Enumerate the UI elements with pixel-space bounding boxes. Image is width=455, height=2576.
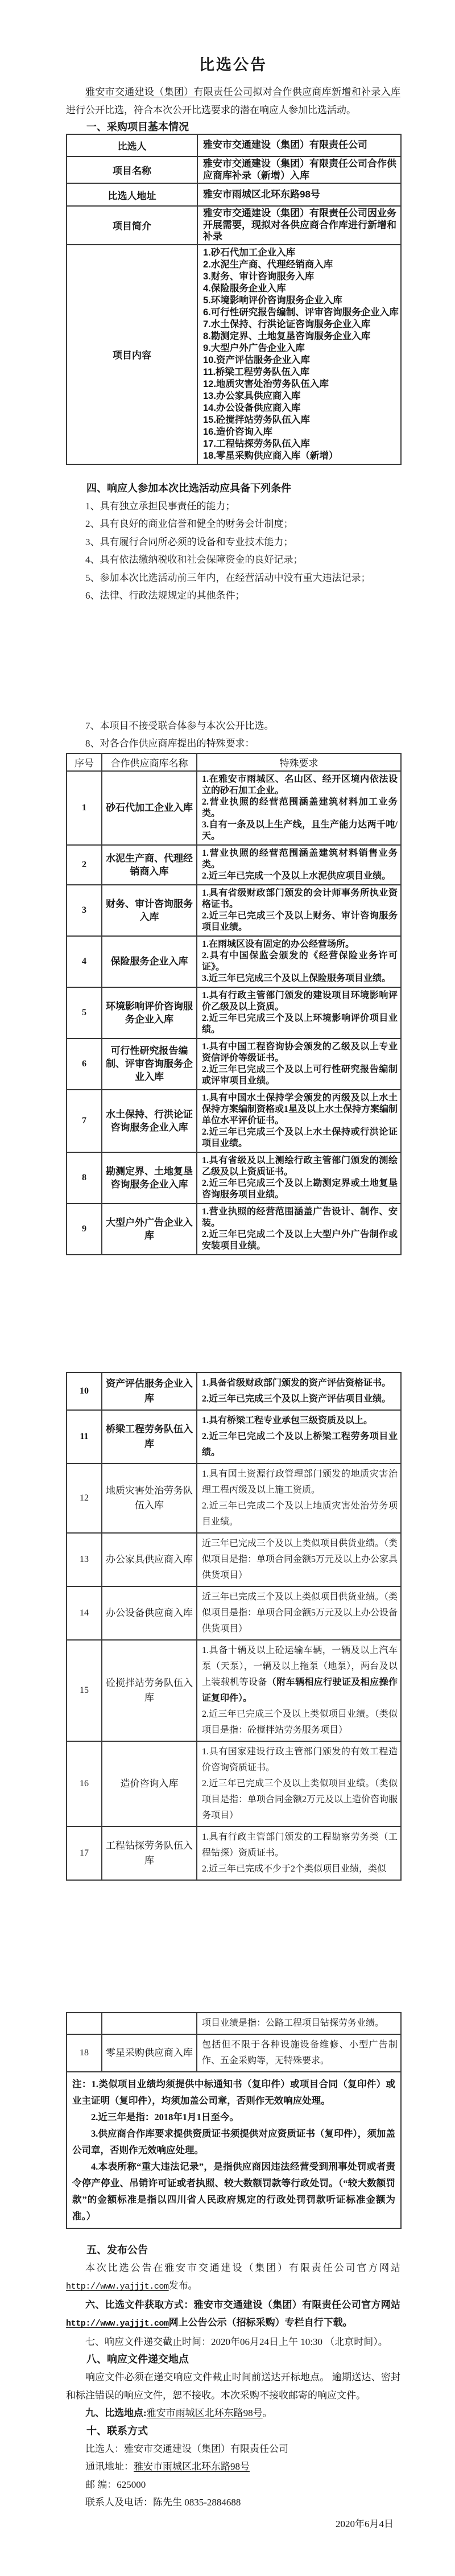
project-content-item: 16.造价咨询入库 <box>203 426 272 437</box>
project-content-item: 13.办公家具供应商入库 <box>203 390 301 401</box>
text-segment: 1.具有行政主管部门颁发的建设项目环境影响评价乙级及以上资质。 <box>202 990 398 1012</box>
text-segment: 1.具有省级财政部门颁发的会计师事务所执业资格证书。 <box>202 888 398 909</box>
supplier-category-row <box>67 1410 401 1464</box>
table-row <box>67 134 401 156</box>
requirement-paragraph <box>202 1375 398 1391</box>
text-segment: 拟对 <box>253 86 273 97</box>
requirement-paragraph <box>202 1466 398 1498</box>
requirement-cell <box>197 2034 401 2072</box>
text-segment: 2.近三年已完成一个及以上水泥供应项目业绩。 <box>202 871 391 881</box>
text-segment: 1.具备省级财政部门颁发的资产评估资格证书。 <box>202 1378 391 1388</box>
requirement-cell <box>197 1410 401 1464</box>
supplier-bank-name-cell: 桥梁工程劳务队伍入库 <box>102 1410 197 1464</box>
supplier-category-row <box>67 845 401 885</box>
requirement-cell <box>197 1533 401 1586</box>
seq-cell: 7 <box>67 1090 102 1152</box>
info-label: 项目内容 <box>67 245 197 464</box>
seq-cell: 17 <box>67 1827 102 1880</box>
requirement-cell <box>197 1741 401 1827</box>
special-requirements-table-page2 <box>66 1372 402 1881</box>
seq-cell: 12 <box>67 1464 102 1533</box>
project-content-item: 12.地质灾害处治劳务队伍入库 <box>203 378 329 389</box>
basic-info-table <box>66 134 402 465</box>
project-content-item: 6.可行性研究报告编制、评审咨询服务企业入库 <box>203 307 399 318</box>
text-segment: 2.营业执照的经营范围涵盖建筑材料加工业务类。 <box>202 797 398 818</box>
requirement-cell <box>197 987 401 1038</box>
requirement-paragraph <box>202 2037 398 2069</box>
seq-cell: 18 <box>67 2034 102 2072</box>
requirement-paragraph <box>202 1206 398 1229</box>
condition-item: 5、参加本次比选活动前三年内，在经营活动中没有重大违法记录； <box>85 572 371 583</box>
text-segment: 2.近三年已完成三个及以上可行性研究报告编制或评审项目业绩。 <box>202 1064 398 1086</box>
condition-item: 3、具有履行合同所必须的设备和专业技术能力； <box>85 536 293 547</box>
text-segment: 项目业绩是指：公路工程项目钻探劳务业绩。 <box>202 2018 384 2028</box>
requirement-cell <box>197 771 401 845</box>
requirement-paragraph <box>202 1829 398 1861</box>
supplier-bank-name-cell: 大型户外广告企业入库 <box>102 1203 197 1255</box>
requirement-paragraph <box>202 797 398 819</box>
note-paragraph: 2.近三年是指：2018年1月1日至今。 <box>91 2111 239 2122</box>
column-header-seq: 序号 <box>67 753 102 771</box>
note-paragraph: 4.本表所称“重大违法记录”，是指供应商因违法经营受到刑事处罚或者责令停产停业、吊销许可证或者执照、较大数额罚款等行政处罚。（“较大数额罚款”的金额标准是指以四川省人民政府规定的行政处罚罚款听证标准金额为准。） <box>72 2161 395 2221</box>
page-gap <box>66 1255 400 1372</box>
seq-cell: 1 <box>67 771 102 845</box>
requirement-paragraph <box>202 1498 398 1530</box>
requirement-cell <box>197 936 401 987</box>
page-gap <box>66 1881 400 2012</box>
body-paragraph <box>66 2476 400 2494</box>
requirement-paragraph <box>202 1589 398 1637</box>
supplier-bank-name-cell: 可行性研究报告编制、评审咨询服务企业入库 <box>102 1038 197 1090</box>
requirement-paragraph <box>202 1178 398 1201</box>
supplier-category-row <box>67 1827 401 1880</box>
text-segment: 雅安市雨城区北环东路98号 <box>146 2408 263 2418</box>
requirement-paragraph <box>202 1744 398 1776</box>
text-segment: 2.近三年已完成三个及以上勘测定界或土地复垦咨询服务项目业绩。 <box>202 1178 398 1200</box>
project-content-item: 7.水土保持、行洪论证咨询服务企业入库 <box>203 319 371 329</box>
website-link[interactable]: http://www.yajjjt.com <box>66 2319 169 2328</box>
requirement-cell <box>197 1827 401 1880</box>
requirement-cell <box>197 1586 401 1640</box>
supplier-category-row <box>67 1586 401 1640</box>
supplier-bank-name-cell: 办公家具供应商入库 <box>102 1533 197 1586</box>
text-segment: 雅安市雨城区北环东路98号 <box>134 2461 250 2472</box>
text-segment: 1.具有行政主管部门颁发的工程勘察劳务类（工程钻探）资质证书。 <box>202 1832 398 1858</box>
supplier-category-row <box>67 936 401 987</box>
supplier-category-row <box>67 1373 401 1410</box>
seq-cell: 11 <box>67 1410 102 1464</box>
section-heading: 十、联系方式 <box>86 2425 148 2437</box>
supplier-bank-name-cell: 办公设备供应商入库 <box>102 1586 197 1640</box>
note-cell <box>67 2072 401 2228</box>
note-paragraph: 注：1.类似项目业绩均须提供中标通知书（复印件）或项目合同（复印件）或业主证明（复印件），均须加盖公司章，否则作无效响应处理。 <box>72 2078 395 2106</box>
supplier-bank-name-cell: 造价咨询入库 <box>102 1741 197 1827</box>
seq-cell: 8 <box>67 1152 102 1203</box>
requirement-cell <box>197 885 401 936</box>
requirement-paragraph <box>202 1861 398 1877</box>
text-segment: 2.近三年已完成二个及以上桥梁工程劳务项目业绩。 <box>202 1431 398 1457</box>
text-segment: 1.具有桥梁工程专业承包三级资质及以上。 <box>202 1415 373 1425</box>
text-segment: 1.在雅安市雨城区、名山区、经开区境内依法设立的砂石加工企业。 <box>202 774 398 796</box>
requirement-paragraph <box>202 848 398 871</box>
table-row <box>67 156 401 183</box>
requirement-cell <box>197 1152 401 1203</box>
supplier-bank-name-cell: 财务、审计咨询服务入库 <box>102 885 197 936</box>
requirement-paragraph <box>202 1391 398 1407</box>
seq-cell: 13 <box>67 1533 102 1586</box>
table-header-row <box>67 753 401 771</box>
project-content-list <box>197 245 401 464</box>
text-segment: 。 <box>262 2408 272 2418</box>
text-segment: 发布。 <box>168 2280 198 2291</box>
seq-cell: 6 <box>67 1038 102 1090</box>
condition-item: 1、具有独立承担民事责任的能力； <box>85 500 235 512</box>
project-content-item: 18.零星采购供应商入库（新增） <box>203 450 338 461</box>
section4-heading: 四、响应人参加本次比选活动应具备下列条件 <box>86 482 291 494</box>
text-segment: 1.营业执照的经营范围涵盖建筑材料销售业务类。 <box>202 848 398 869</box>
text-segment: 网上公告公示（招标采购）专栏自行下载。 <box>168 2317 353 2328</box>
supplier-bank-name-cell: 水土保持、行洪论证咨询服务企业入库 <box>102 1090 197 1152</box>
text-segment: 1.在雨城区设有固定的办公经营场所。 <box>202 939 355 949</box>
supplier-bank-name-cell <box>102 2013 197 2034</box>
column-header-req: 特殊要求 <box>197 753 401 771</box>
requirement-paragraph <box>202 1229 398 1252</box>
body-paragraph <box>66 2368 400 2404</box>
text-segment: 邮 编：625000 <box>85 2479 146 2490</box>
website-link[interactable]: http://www.yajjjt.com <box>66 2282 169 2291</box>
text-segment: 3.自有一条及以上生产线，且生产能力达两千吨/天。 <box>202 819 398 841</box>
requirement-paragraph <box>202 1643 398 1707</box>
body-paragraph <box>66 2458 400 2476</box>
supplier-category-row <box>67 2034 401 2072</box>
supplier-category-row <box>67 1203 401 1255</box>
text-segment: 进行公开比选，符合本次公开比选要求的潜在响应人参加比选活动。 <box>66 104 356 116</box>
project-content-item: 2.水泥生产商、代理经销商入库 <box>203 259 333 270</box>
supplier-bank-name-cell: 环境影响评价咨询服务企业入库 <box>102 987 197 1038</box>
supplier-bank-name-cell: 砂石代加工企业入库 <box>102 771 197 845</box>
text-segment: 六、比选文件获取方式：雅安市交通建设（集团）有限责任公司官方网站 <box>85 2299 400 2310</box>
requirement-cell <box>197 1203 401 1255</box>
seq-cell: 14 <box>67 1586 102 1640</box>
body-paragraph <box>66 2333 400 2351</box>
project-content-item: 1.砂石代加工企业入库 <box>203 247 296 258</box>
requirement-paragraph <box>202 939 398 950</box>
seq-cell: 10 <box>67 1373 102 1410</box>
supplier-bank-name-cell: 砼搅拌站劳务队伍入库 <box>102 1640 197 1741</box>
text-segment: 本次比选公告在雅安市交通建设（集团）有限责任公司官方网站 <box>85 2262 400 2273</box>
text-segment: 2.近三年已完成三个及以上类似项目业绩。（类似项目是指：砼搅拌站劳务服务项目） <box>202 1709 398 1735</box>
supplier-category-row <box>67 771 401 845</box>
table-row <box>67 245 401 464</box>
text-segment: 1.具有国土资源行政管理部门颁发的地质灾害治理工程丙级及以上施工资质。 <box>202 1469 398 1495</box>
requirement-paragraph <box>202 1013 398 1036</box>
text-segment: 合作供应商库新增和补录入库 <box>272 86 401 97</box>
supplier-category-row <box>67 1464 401 1533</box>
supplier-category-row <box>67 1640 401 1741</box>
requirement-paragraph <box>202 1064 398 1087</box>
supplier-category-row <box>67 2013 401 2034</box>
supplier-category-row <box>67 987 401 1038</box>
announcement-tail-sections <box>66 2259 400 2512</box>
section5-heading: 五、发布公告 <box>86 2244 148 2256</box>
supplier-category-row <box>67 885 401 936</box>
text-segment: 九、比选地点: <box>85 2408 147 2418</box>
supplier-category-row <box>67 1741 401 1827</box>
text-segment: 雅安市交通建设（集团）有限责任公司 <box>85 86 253 97</box>
requirement-paragraph <box>202 888 398 910</box>
supplier-bank-name-cell: 资产评估服务企业入库 <box>102 1373 197 1410</box>
seq-cell <box>67 2013 102 2034</box>
supplier-category-row <box>67 1533 401 1586</box>
text-segment: 联系人及电话：陈先生 0835-2884688 <box>85 2497 241 2508</box>
supplier-category-row <box>67 1152 401 1203</box>
info-label: 项目简介 <box>67 206 197 245</box>
requirement-paragraph <box>202 1536 398 1584</box>
body-paragraph <box>66 2296 400 2333</box>
condition-list <box>66 497 400 605</box>
requirement-paragraph <box>202 2016 398 2031</box>
supplier-bank-name-cell: 水泥生产商、代理经销商入库 <box>102 845 197 885</box>
requirement-paragraph <box>202 1041 398 1064</box>
text-segment: 通讯地址： <box>85 2461 134 2472</box>
body-paragraph <box>66 2259 400 2296</box>
seq-cell: 2 <box>67 845 102 885</box>
condition-item: 6、法律、行政法规规定的其他条件； <box>85 590 245 601</box>
page-gap <box>66 605 400 717</box>
condition-item-7: 7、本项目不接受联合体参与本次公开比选。 <box>85 720 274 731</box>
intro-paragraph <box>66 83 400 119</box>
text-segment: 1.具备十辆及以上砼运输车辆，一辆及以上汽车泵（天泵），一辆及以上拖泵（地泵），两台及以上装载机等设备 <box>202 1645 398 1687</box>
seq-cell: 4 <box>67 936 102 987</box>
info-value: 雅安市交通建设（集团）有限责任公司 <box>197 134 401 156</box>
supplier-bank-name-cell: 保险服务企业入库 <box>102 936 197 987</box>
body-paragraph <box>66 2404 400 2422</box>
text-segment: 2.近三年已完成三个及以上类似项目业绩。（类似项目是指：单项合同金额2万元及以上造价咨询服务项目） <box>202 1778 398 1820</box>
project-content-item: 4.保险服务企业入库 <box>203 283 286 294</box>
text-segment: 比选人：雅安市交通建设（集团）有限责任公司 <box>85 2443 288 2454</box>
seq-cell: 16 <box>67 1741 102 1827</box>
requirement-paragraph <box>202 819 398 842</box>
text-segment: 包括但不限于各种设施设备维修、小型广告制作、五金采购等，无特殊要求。 <box>202 2039 398 2066</box>
requirement-paragraph <box>202 1127 398 1149</box>
supplier-bank-name-cell: 勘测定界、土地复垦咨询服务企业入库 <box>102 1152 197 1203</box>
requirement-paragraph <box>202 1707 398 1738</box>
project-content-item: 11.桥梁工程劳务队伍入库 <box>203 366 310 377</box>
supplier-bank-name-cell: 零星采购供应商入库 <box>102 2034 197 2072</box>
requirement-cell <box>197 1464 401 1533</box>
requirement-cell <box>197 1640 401 1741</box>
text-segment: 2.近三年已完成三个及以上财务、审计咨询服务项目业绩。 <box>202 910 398 932</box>
project-content-item: 5.环境影响评价咨询服务企业入库 <box>203 295 342 306</box>
info-value: 雅安市交通建设（集团）有限责任公司合作供应商库补录（新增）入库 <box>197 156 401 183</box>
section-heading: 八、响应文件递交地点 <box>86 2354 189 2365</box>
seq-cell: 5 <box>67 987 102 1038</box>
info-label: 项目名称 <box>67 156 197 183</box>
text-segment: 2.近三年已完成三个及以上水土保持或行洪论证项目业绩。 <box>202 1127 398 1148</box>
note-row <box>67 2072 401 2228</box>
table-row <box>67 183 401 206</box>
page-title: 比选公告 <box>199 56 267 73</box>
text-segment: 七、响应文件递交截止时间：2020年06月24日上午 10:30 （北京时间）。 <box>85 2336 388 2347</box>
text-segment: 2.近三年已完成二个及以上大型户外广告制作或安装项目业绩。 <box>202 1229 398 1251</box>
body-paragraph <box>66 2493 400 2512</box>
seq-cell: 3 <box>67 885 102 936</box>
special-requirements-table-page3 <box>66 2012 402 2229</box>
requirement-paragraph <box>202 1776 398 1824</box>
requirement-paragraph <box>202 1093 398 1127</box>
project-content-item: 8.勘测定界、土地复垦咨询服务企业入库 <box>203 331 371 341</box>
text-segment: 近三年已完成三个及以上类似项目供货业绩。（类似项目是指：单项合同金额5万元及以上办公设备供货项目） <box>202 1592 398 1634</box>
seq-cell: 15 <box>67 1640 102 1741</box>
supplier-bank-name-cell: 地质灾害处治劳务队伍入库 <box>102 1464 197 1533</box>
info-value: 雅安市交通建设（集团）有限责任公司因业务开展需要，现拟对各供应商合作库进行新增和补录 <box>197 206 401 245</box>
requirement-cell <box>197 1373 401 1410</box>
requirement-paragraph <box>202 1429 398 1461</box>
text-segment: （附车辆相应行驶证及相应操作证复印件）。 <box>202 1677 398 1703</box>
requirement-paragraph <box>202 871 398 882</box>
requirement-paragraph <box>202 990 398 1013</box>
info-label: 比选人 <box>67 134 197 156</box>
requirement-cell <box>197 1090 401 1152</box>
note-paragraph: 3.供应商合作库要求提供资质证书须提供对应资质证书（复印件），须加盖公司章，否则作无效响应处理。 <box>72 2128 395 2155</box>
requirement-paragraph <box>202 950 398 973</box>
text-segment: 1.具有中国工程咨询协会颁发的乙级及以上专业资信评价等级证书。 <box>202 1041 398 1063</box>
requirement-cell <box>197 2013 401 2034</box>
text-segment: 1.具有国家建设行政主管部门颁发的有效工程造价咨询资质证书。 <box>202 1746 398 1773</box>
text-segment: 2.近三年已完成二个及以上地质灾害处治劳务项目业绩。 <box>202 1501 398 1527</box>
condition-item: 2、具有良好的商业信誉和健全的财务会计制度； <box>85 518 293 529</box>
info-value: 雅安市雨城区北环东路98号 <box>197 183 401 206</box>
condition-item: 4、具有依法缴纳税收和社会保障资金的良好记录； <box>85 554 303 565</box>
text-segment: 2.近三年已完成三个及以上环境影响评价项目业绩。 <box>202 1013 398 1034</box>
requirement-cell <box>197 845 401 885</box>
text-segment: 近三年已完成三个及以上类似项目供货业绩。（类似项目是指：单项合同金额5万元及以上办公家具供货项目） <box>202 1538 398 1580</box>
project-content-item: 17.工程钻探劳务队伍入库 <box>203 438 310 449</box>
requirement-paragraph <box>202 1155 398 1178</box>
requirement-paragraph <box>202 910 398 933</box>
column-header-name: 合作供应商库名称 <box>102 753 197 771</box>
info-label: 比选人地址 <box>67 183 197 206</box>
supplier-category-row <box>67 1090 401 1152</box>
seq-cell: 9 <box>67 1203 102 1255</box>
text-segment: 1.营业执照的经营范围涵盖广告设计、制作、安装。 <box>202 1206 398 1228</box>
publish-date: 2020年6月4日 <box>336 2518 394 2529</box>
text-segment: 1.具有省级及以上测绘行政主管部门颁发的测绘乙级及以上资质证书。 <box>202 1155 398 1177</box>
text-segment: 2.近三年已完成三个及以上资产评估项目业绩。 <box>202 1394 391 1404</box>
text-segment: 2.近三年已完成不少于2个类似项目业绩，类似 <box>202 1864 387 1874</box>
requirement-cell <box>197 1038 401 1090</box>
project-content-item: 15.砼搅拌站劳务队伍入库 <box>203 414 310 425</box>
condition-item-8: 8、对各合作供应商库提出的特殊要求： <box>85 738 255 749</box>
special-requirements-table-page1 <box>66 753 402 1255</box>
requirement-paragraph <box>202 774 398 797</box>
text-segment: 响应文件必须在递交响应文件截止时间前送达开标地点。 逾期送达、密封和标注错误的响应文件，恕不接收。本次采购不接收邮寄的响应文件。 <box>66 2372 400 2401</box>
project-content-item: 10.资产评估服务企业入库 <box>203 355 310 365</box>
text-segment: 2.具有中国保监会颁发的《经营保险业务许可证》。 <box>202 950 398 972</box>
table-row <box>67 206 401 245</box>
project-content-item: 14.办公设备供应商入库 <box>203 402 301 413</box>
supplier-category-row <box>67 1038 401 1090</box>
supplier-bank-name-cell: 工程钻探劳务队伍入库 <box>102 1827 197 1880</box>
text-segment: 1.具有中国水土保持学会颁发的丙级及以上水土保持方案编制资格或1星及以上水土保持方案编制单位水平评价证书。 <box>202 1093 398 1126</box>
project-content-item: 3.财务、审计咨询服务入库 <box>203 271 315 282</box>
body-paragraph <box>66 2440 400 2458</box>
requirement-paragraph <box>202 1413 398 1429</box>
requirement-paragraph <box>202 973 398 984</box>
text-segment: 3.近三年已完成三个及以上保险服务项目业绩。 <box>202 973 391 983</box>
project-content-item: 9.大型户外广告企业入库 <box>203 343 305 353</box>
section1-heading: 一、采购项目基本情况 <box>86 121 189 133</box>
